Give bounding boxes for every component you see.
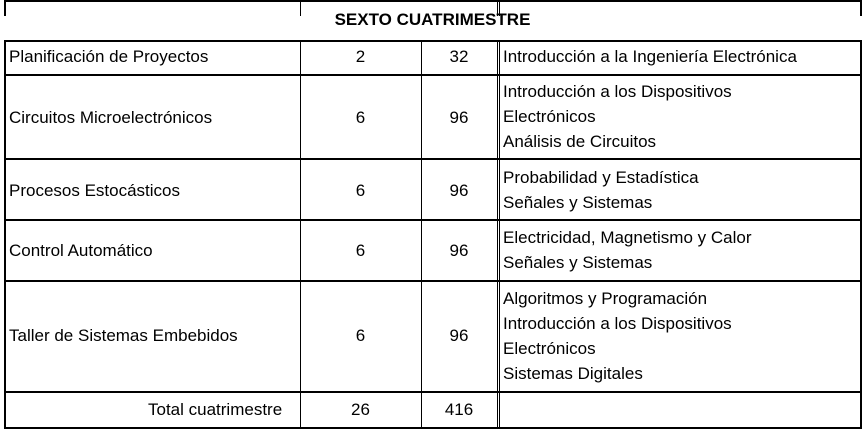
subject-hours: 96 xyxy=(449,241,469,260)
subject-hours: 32 xyxy=(449,47,469,66)
subject-prerequisites xyxy=(503,79,732,154)
prerequisite: Electrónicos xyxy=(503,339,596,358)
column-divider xyxy=(499,40,500,429)
row-divider xyxy=(4,391,862,393)
subject-prerequisites xyxy=(503,165,699,215)
prerequisite: Introducción a la Ingeniería Electrónica xyxy=(503,47,797,66)
subject-credits: 6 xyxy=(355,326,366,345)
prerequisite: Sistemas Digitales xyxy=(503,364,643,383)
subject-name: Procesos Estocásticos xyxy=(9,181,181,200)
column-divider xyxy=(421,40,422,429)
subject-credits: 2 xyxy=(355,47,366,66)
total-credits: 26 xyxy=(351,400,370,419)
prerequisite: Electricidad, Magnetismo y Calor xyxy=(503,228,752,247)
subject-hours: 96 xyxy=(449,181,469,200)
prerequisite: Algoritmos y Programación xyxy=(503,289,708,308)
prerequisite: Introducción a los Dispositivos xyxy=(503,314,732,333)
column-divider xyxy=(860,40,862,429)
subject-prerequisites xyxy=(503,225,751,275)
subject-name: Circuitos Microelectrónicos xyxy=(9,108,213,127)
row-divider xyxy=(4,158,862,160)
table-title: SEXTO CUATRIMESTRE xyxy=(334,10,531,29)
column-divider xyxy=(4,40,6,429)
prerequisite: Señales y Sistemas xyxy=(503,253,653,272)
subject-hours: 96 xyxy=(449,108,469,127)
subject-name: Planificación de Proyectos xyxy=(9,47,209,66)
subject-hours: 96 xyxy=(449,326,469,345)
subject-name: Control Automático xyxy=(9,241,153,260)
subject-prerequisites xyxy=(503,44,797,69)
column-divider xyxy=(300,40,301,429)
row-divider xyxy=(4,219,862,221)
prerequisite: Electrónicos xyxy=(503,107,596,126)
column-divider xyxy=(497,40,498,429)
total-label: Total cuatrimestre xyxy=(148,400,283,419)
prerequisite: Probabilidad y Estadística xyxy=(503,168,699,187)
total-hours: 416 xyxy=(444,400,474,419)
subject-name: Taller de Sistemas Embebidos xyxy=(9,326,238,345)
row-divider xyxy=(4,40,862,42)
subject-prerequisites xyxy=(503,286,732,386)
subject-credits: 6 xyxy=(355,241,366,260)
row-divider xyxy=(4,74,862,76)
row-divider xyxy=(4,280,862,282)
prerequisite: Análisis de Circuitos xyxy=(503,132,657,151)
table-border-bottom xyxy=(4,427,862,429)
subject-credits: 6 xyxy=(355,108,366,127)
table-border-top xyxy=(4,0,862,2)
prerequisite: Señales y Sistemas xyxy=(503,193,653,212)
subject-credits: 6 xyxy=(355,181,366,200)
prerequisite: Introducción a los Dispositivos xyxy=(503,82,732,101)
